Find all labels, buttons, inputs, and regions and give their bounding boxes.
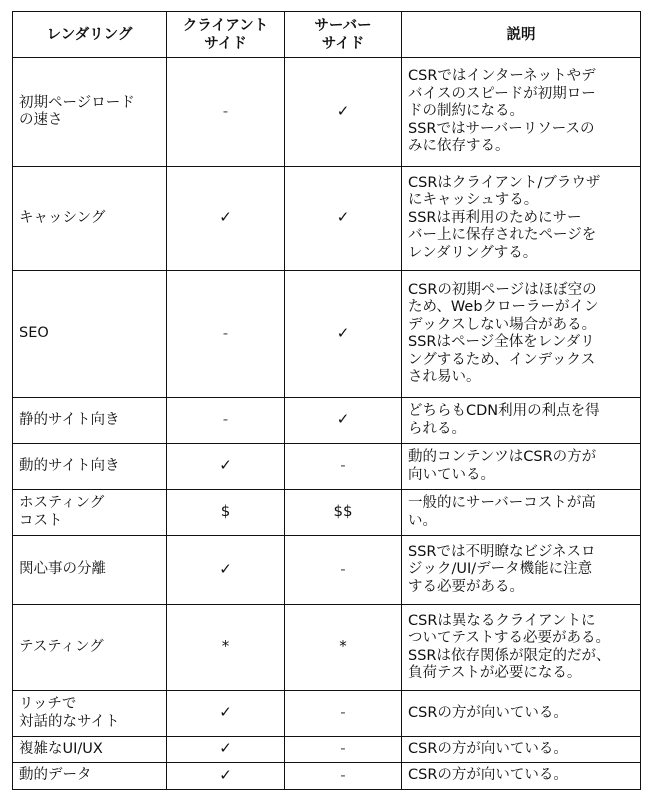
feature-cell [13,737,167,763]
comparison-table-container [12,11,641,790]
description-text: CSRは異なるクライアントに [408,612,596,629]
client-side-cell [167,167,285,271]
header-server-line-1: サーバー [314,17,372,34]
table-row [13,398,641,444]
client-side-cell [167,490,285,536]
description-text: にキャッシュする。 [408,192,539,209]
server-side-cell [285,737,402,763]
description-cell [402,737,641,763]
server-side-cell [285,763,402,790]
feature-cell [13,444,167,490]
description-text: CSRの方が向いている。 [408,740,568,757]
check-icon: ✓ [219,739,232,758]
server-side-cell [285,691,402,737]
table-row [13,605,641,691]
feature-text: コスト [19,512,63,529]
check-icon: ✓ [219,765,232,784]
client-side-cell [167,536,285,605]
dash-mark: - [222,323,229,342]
check-icon: ✓ [336,208,350,227]
feature-text: ホスティング [19,495,105,511]
description-cell [402,271,641,398]
check-icon: ✓ [336,410,350,429]
dash-mark: - [222,410,229,429]
feature-cell [13,763,167,790]
description-text: CSRはクライアント/ブラウザ [408,174,601,191]
description-text: ジック/UI/データ機能に注意 [408,561,593,578]
description-text: CSRの方が向いている。 [408,704,568,721]
description-text: バイスのスピードが初期ロー [408,85,596,102]
description-text: SSRは依存関係が限定的だが、 [408,647,611,664]
client-side-cell [167,737,285,763]
description-cell [402,490,641,536]
check-icon: ✓ [219,456,232,475]
header-server-line-2: サイド [321,35,365,52]
table-row [13,536,641,605]
feature-text: キャッシング [19,209,106,226]
table-row [13,763,641,790]
feature-cell [13,398,167,444]
feature-text: 初期ページロード [19,94,135,111]
header-client-side [167,12,285,58]
check-icon: ✓ [336,101,350,120]
description-text: 一般的にサーバーコストが高 [408,495,596,511]
table-row [13,737,641,763]
description-text: する必要がある。 [408,578,524,595]
rendering-comparison-table [12,11,641,790]
description-cell [402,605,641,691]
check-icon: ✓ [219,559,232,578]
feature-text: の速さ [19,112,63,128]
description-text: SSRでは不明瞭なビジネスロ [408,543,596,560]
client-side-cell [167,763,285,790]
server-side-cell [285,605,402,691]
description-text: 動的コンテンツはCSRの方が [408,449,597,465]
header-client-line-1: クライアント [182,17,269,34]
server-side-cell [285,490,402,536]
value-mark: $$ [333,502,353,521]
feature-cell [13,605,167,691]
dash-mark: - [222,101,229,120]
feature-cell [13,167,167,271]
description-text: ドの制約になる。 [408,103,524,120]
feature-text: 複雑なUI/UX [19,740,103,757]
description-text: られる。 [408,420,466,437]
dash-mark: - [340,559,346,578]
client-side-cell [167,444,285,490]
table-row [13,167,641,271]
feature-text: 動的サイト向き [19,457,120,474]
feature-text: 動的データ [19,767,92,784]
client-side-cell [167,691,285,737]
feature-text: SEO [19,325,49,342]
client-side-cell [167,58,285,167]
description-text: され易い。 [408,369,481,385]
feature-cell [13,490,167,536]
dash-mark: - [340,703,346,722]
description-text: SSRはページ全体をレンダリ [408,334,595,350]
description-cell [402,444,641,490]
feature-text: リッチで [19,696,77,712]
description-text: どちらもCDN利用の利点を得 [408,403,600,419]
feature-text: テスティング [19,638,104,655]
server-side-cell [285,167,402,271]
description-cell [402,58,641,167]
client-side-cell [167,605,285,691]
server-side-cell [285,444,402,490]
description-text: ングするため、インデックス [408,351,596,368]
value-mark: $ [220,502,231,521]
feature-cell [13,536,167,605]
description-text: みに依存する。 [408,138,510,155]
check-icon: ✓ [336,323,350,342]
feature-cell [13,691,167,737]
server-side-cell [285,398,402,444]
value-mark: * [339,637,347,656]
description-cell [402,398,641,444]
header-row [13,12,641,58]
description-text: 負荷テストが必要になる。 [408,665,582,681]
description-text: い。 [408,512,437,529]
header-rendering: レンダリング [13,12,167,58]
dash-mark: - [340,739,346,758]
feature-text: 静的サイト向き [19,411,120,428]
header-server-side [285,12,402,58]
description-text: バー上に保存されたページを [408,227,597,244]
header-description: 説明 [402,12,641,58]
description-text: CSRの方が向いている。 [408,767,568,784]
header-client-line-2: サイド [204,35,247,52]
table-row [13,490,641,536]
check-icon: ✓ [219,208,232,227]
feature-cell [13,58,167,167]
table-row [13,691,641,737]
description-text: SSRは再利用のためにサー [408,209,582,226]
description-text: SSRではサーバーリソースの [408,120,595,137]
description-text: CSRではインターネットやデ [408,68,596,85]
description-text: デックスしない場合がある。 [408,316,597,333]
description-cell [402,536,641,605]
client-side-cell [167,398,285,444]
description-text: ついてテストする必要がある。 [408,630,610,646]
description-cell [402,763,641,790]
feature-cell [13,271,167,398]
server-side-cell [285,58,402,167]
table-row [13,58,641,167]
table-body [13,58,641,790]
feature-text: 対話的なサイト [19,713,120,730]
description-cell [402,691,641,737]
table-row [13,271,641,398]
description-text: 向いている。 [408,466,495,483]
dash-mark: - [340,456,346,475]
description-text: レンダリングする。 [408,244,538,261]
client-side-cell [167,271,285,398]
description-cell [402,167,641,271]
description-text: CSRの初期ページはほぼ空の [408,281,597,298]
feature-text: 関心事の分離 [19,561,106,578]
table-row [13,444,641,490]
server-side-cell [285,271,402,398]
check-icon: ✓ [219,703,232,722]
value-mark: * [221,637,230,656]
description-text: ため、Webクローラーがイン [408,299,599,315]
dash-mark: - [340,765,346,784]
server-side-cell [285,536,402,605]
